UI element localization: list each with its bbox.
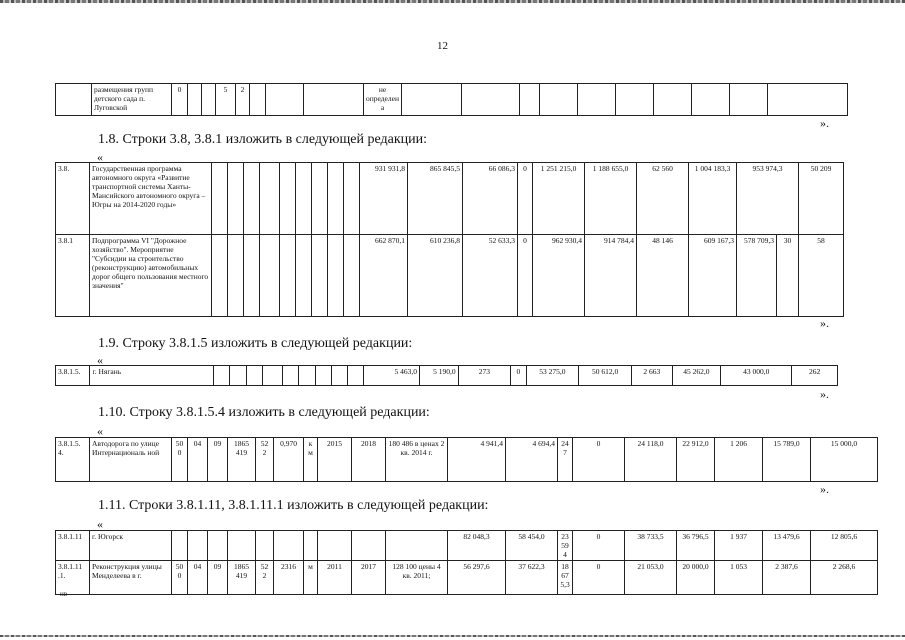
cell: размещения групп детского сада п. Луговской	[92, 84, 172, 116]
cell	[188, 531, 208, 561]
cell	[188, 84, 202, 116]
cell	[228, 163, 244, 235]
value-cell: 0	[573, 438, 625, 482]
cell: 52 2	[256, 561, 274, 595]
value-cell: 53 275,0	[526, 366, 579, 386]
row-name: Автодорога по улице Интернациональ ной	[90, 438, 172, 482]
value-cell: 20 000,0	[677, 561, 715, 595]
value-cell: 4 941,4	[448, 438, 506, 482]
value-cell: 21 053,0	[625, 561, 677, 595]
cell	[402, 84, 462, 116]
value-cell: 24 118,0	[625, 438, 677, 482]
cell: 5	[216, 84, 236, 116]
cell	[296, 235, 312, 317]
row-code: 3.8.	[56, 163, 90, 235]
cell: 2011	[318, 561, 352, 595]
table-row	[56, 163, 844, 235]
footer-fragment: нв	[60, 590, 68, 598]
cell	[274, 531, 304, 561]
cell	[299, 366, 315, 386]
cell: 52 2	[256, 438, 274, 482]
table-row	[56, 531, 878, 561]
value-cell: 56 297,6	[448, 561, 506, 595]
value-cell: 1 053	[715, 561, 763, 595]
page-number: 12	[437, 40, 448, 52]
value-cell: 962 930,4	[533, 235, 585, 317]
cell	[256, 531, 274, 561]
table-row	[56, 438, 878, 482]
cell	[202, 84, 216, 116]
value-cell: 66 086,3	[463, 163, 518, 235]
cell: к м	[304, 438, 318, 482]
cell	[266, 84, 304, 116]
value-cell: 609 167,3	[689, 235, 737, 317]
row-name: Государственная программа автономного округа «Развитие транспортной системы Ханты-Мансийского автономного округа – Югры на 2014-2020 годы»	[90, 163, 212, 235]
table-1-8	[55, 162, 844, 317]
cell	[56, 84, 92, 116]
value-cell: 4 694,4	[506, 438, 558, 482]
cell	[768, 84, 848, 116]
cell	[328, 163, 344, 235]
value-cell: 82 048,3	[448, 531, 506, 561]
row-name: г. Югорск	[90, 531, 172, 561]
cell	[250, 84, 266, 116]
cell: 2017	[352, 561, 386, 595]
price-cell: 180 486 в ценах 2 кв. 2014 г.	[386, 438, 448, 482]
cell	[246, 366, 262, 386]
value-cell: 2 663	[631, 366, 672, 386]
value-cell: 43 000,0	[721, 366, 792, 386]
value-cell: 0	[573, 561, 625, 595]
row-code: 3.8.1.11	[56, 531, 90, 561]
value-cell: 12 805,6	[811, 531, 878, 561]
cell	[520, 84, 540, 116]
value-cell: 2 387,6	[763, 561, 811, 595]
table-1-10	[55, 437, 878, 482]
cell: 0,970	[274, 438, 304, 482]
value-cell: 36 796,5	[677, 531, 715, 561]
opening-quote: «	[97, 424, 103, 438]
value-cell: 914 784,4	[585, 235, 637, 317]
top-fragment-table	[55, 83, 848, 116]
table-1-9	[55, 365, 838, 386]
value-cell: 0	[518, 235, 533, 317]
row-code: 3.8.1.5.	[56, 366, 90, 386]
cell	[304, 84, 364, 116]
scan-top-edge	[0, 0, 905, 3]
cell: 2018	[352, 438, 386, 482]
value-cell: 52 633,3	[463, 235, 518, 317]
value-cell: 18 675,3	[558, 561, 573, 595]
value-cell: 578 709,3	[737, 235, 777, 317]
cell: 04	[188, 438, 208, 482]
cell	[328, 235, 344, 317]
scan-bottom-edge	[0, 635, 905, 637]
row-name: Реконструкция улицы Менделеева в г.	[90, 561, 172, 595]
price-cell	[386, 531, 448, 561]
cell	[578, 84, 616, 116]
cell	[692, 84, 730, 116]
cell	[304, 531, 318, 561]
opening-quote: «	[97, 150, 103, 164]
row-code: 3.8.1.5. 4.	[56, 438, 90, 482]
cell	[352, 531, 386, 561]
value-cell: 58	[799, 235, 844, 317]
cell	[348, 366, 364, 386]
cell	[172, 531, 188, 561]
cell	[280, 163, 296, 235]
cell: 2316	[274, 561, 304, 595]
cell: 2015	[318, 438, 352, 482]
cell	[244, 235, 260, 317]
cell	[208, 531, 228, 561]
cell: 09	[208, 561, 228, 595]
cell	[312, 163, 328, 235]
value-cell: 58 454,0	[506, 531, 558, 561]
closing-quote: ».	[820, 387, 829, 401]
value-cell: 45 262,0	[672, 366, 721, 386]
cell: не определен а	[364, 84, 402, 116]
value-cell: 5 190,0	[420, 366, 459, 386]
table-row	[56, 366, 838, 386]
cell: 2	[236, 84, 250, 116]
value-cell: 662 870,1	[360, 235, 408, 317]
value-cell: 15 000,0	[811, 438, 878, 482]
value-cell: 931 931,8	[360, 163, 408, 235]
cell: 04	[188, 561, 208, 595]
cell	[315, 366, 331, 386]
value-cell: 38 733,5	[625, 531, 677, 561]
opening-quote: «	[97, 517, 103, 531]
table-1-11	[55, 530, 878, 595]
cell	[244, 163, 260, 235]
cell	[730, 84, 768, 116]
cell: 1865 419	[228, 561, 256, 595]
cell	[212, 163, 228, 235]
price-cell: 128 100 цены 4 кв. 2011;	[386, 561, 448, 595]
table-row	[56, 235, 844, 317]
value-cell: 953 974,3	[737, 163, 799, 235]
value-cell: 1 188 655,0	[585, 163, 637, 235]
value-cell: 62 560	[637, 163, 689, 235]
value-cell: 1 206	[715, 438, 763, 482]
value-cell: 1 251 215,0	[533, 163, 585, 235]
value-cell: 610 236,8	[408, 235, 463, 317]
section-heading-1-10: 1.10. Строку 3.8.1.5.4 изложить в следующей редакции:	[98, 405, 430, 420]
closing-quote: ».	[820, 316, 829, 330]
cell	[283, 366, 299, 386]
cell	[228, 235, 244, 317]
cell	[462, 84, 520, 116]
opening-quote: «	[97, 353, 103, 367]
cell	[230, 366, 246, 386]
cell	[280, 235, 296, 317]
section-heading-1-8: 1.8. Строки 3.8, 3.8.1 изложить в следующей редакции:	[98, 132, 428, 147]
cell: 1865 419	[228, 438, 256, 482]
value-cell: 48 146	[637, 235, 689, 317]
cell	[262, 366, 282, 386]
cell	[344, 235, 360, 317]
value-cell: 865 845,5	[408, 163, 463, 235]
value-cell: 23 594	[558, 531, 573, 561]
value-cell: 273	[458, 366, 511, 386]
cell	[344, 163, 360, 235]
value-cell: 22 912,0	[677, 438, 715, 482]
value-cell: 1 004 183,3	[689, 163, 737, 235]
cell	[318, 531, 352, 561]
value-cell: 13 479,6	[763, 531, 811, 561]
closing-quote: ».	[820, 116, 829, 130]
row-code: 3.8.1	[56, 235, 90, 317]
value-cell: 50 209	[799, 163, 844, 235]
value-cell: 0	[573, 531, 625, 561]
cell: 0	[172, 84, 188, 116]
cell: 50 0	[172, 561, 188, 595]
value-cell: 0	[511, 366, 526, 386]
value-cell: 262	[792, 366, 838, 386]
table-row	[56, 561, 878, 595]
cell	[312, 235, 328, 317]
cell	[331, 366, 347, 386]
value-cell: 30	[777, 235, 799, 317]
section-heading-1-11: 1.11. Строки 3.8.1.11, 3.8.1.11.1 изложить в следующей редакции:	[98, 498, 489, 513]
row-name: Подпрограмма VI "Дорожное хозяйство". Мероприятие "Субсидии на строительство (реконструкцию) автомобильных дорог общего пользования местного значения"	[90, 235, 212, 317]
section-heading-1-9: 1.9. Строку 3.8.1.5 изложить в следующей редакции:	[98, 336, 413, 351]
cell: 50 0	[172, 438, 188, 482]
cell: 09	[208, 438, 228, 482]
cell	[540, 84, 578, 116]
cell	[212, 235, 228, 317]
cell	[228, 531, 256, 561]
cell	[260, 163, 280, 235]
value-cell: 15 789,0	[763, 438, 811, 482]
cell	[260, 235, 280, 317]
cell	[296, 163, 312, 235]
cell	[654, 84, 692, 116]
row-name: г. Нягань	[90, 366, 214, 386]
cell	[214, 366, 230, 386]
value-cell: 247	[558, 438, 573, 482]
cell: м	[304, 561, 318, 595]
value-cell: 50 612,0	[579, 366, 632, 386]
row-code: 3.8.1.11 .1.	[56, 561, 90, 595]
cell	[616, 84, 654, 116]
value-cell: 2 268,6	[811, 561, 878, 595]
closing-quote: ».	[820, 482, 829, 496]
value-cell: 0	[518, 163, 533, 235]
value-cell: 37 622,3	[506, 561, 558, 595]
value-cell: 1 937	[715, 531, 763, 561]
value-cell: 5 463,0	[364, 366, 420, 386]
